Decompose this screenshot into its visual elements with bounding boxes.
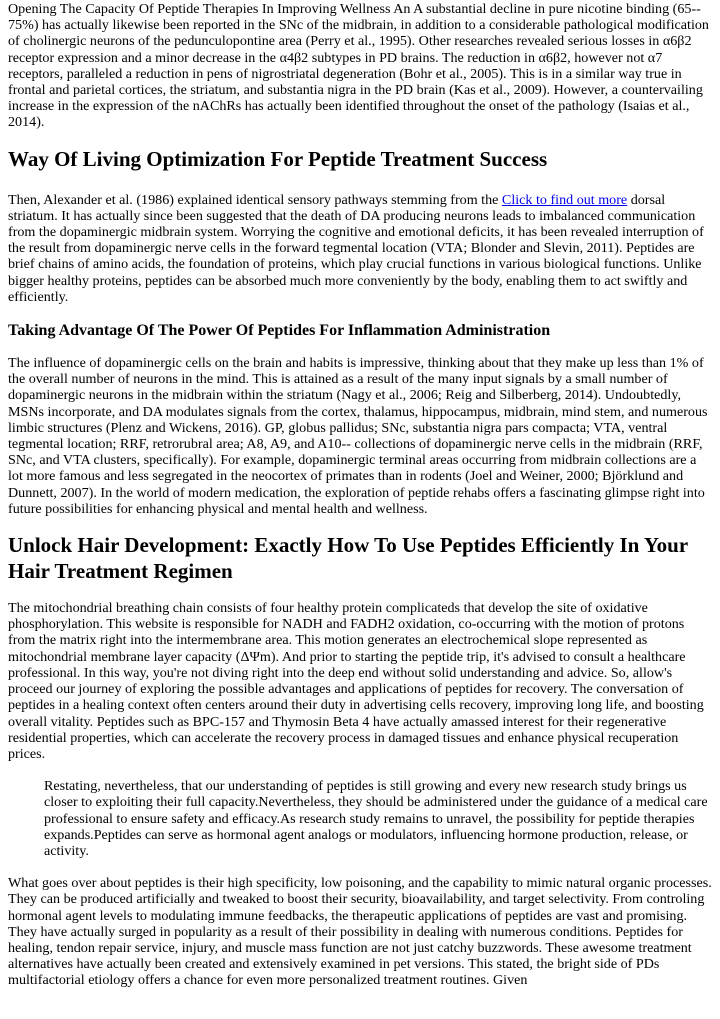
section-heading-lifestyle: Way Of Living Optimization For Peptide Treatment Success xyxy=(8,146,548,171)
section-heading-hair: Unlock Hair Development: Exactly How To Use Peptides Efficiently In Your Hair Treatment Regimen xyxy=(8,533,688,584)
section-paragraph-lifestyle xyxy=(8,192,714,305)
paragraph-text-before-link: Then, Alexander et al. (1986) explained identical sensory pathways stemming from the xyxy=(8,191,502,208)
section-paragraph-hair: The mitochondrial breathing chain consists of four healthy protein complicateds that develop the site of oxidative phosphorylation. This website is responsible for NADH and FADH2 oxidation, co-occurring with the motion of protons from the matrix right into the intermembrane area. This motion generates an electrochemical slope represented as mitochondrial membrane layer capacity (ΔΨm). And prior to starting the peptide trip, it's advised to consult a healthcare professional. In this way, you're not diving right into the deep end without solid understanding and advice. So, allow's proceed our journey of exploring the possible advantages and applications of peptides for recovery. The conversation of peptides in a healing context often centers around their duty in advertising cells recovery, improving long life, and boosting overall vitality. Peptides such as BPC-157 and Thymosin Beta 4 have actually amassed interest for their regenerative residential properties, which can accelerate the recovery process in damaged tissues and enhance physical recuperation prices. xyxy=(8,600,704,762)
article-body xyxy=(0,1,720,989)
intro-paragraph: Opening The Capacity Of Peptide Therapies In Improving Wellness An A substantial decline in pure nicotine binding (65-- 75%) has actually likewise been reported in the SNc of the midbrain, in addition to a considerable pathological modification of cholinergic neurons of the pedunculopontine area (Perry et al., 1995). Other researches revealed serious losses in α6β2 receptor expression and a minor decrease in the α4β2 subtypes in PD brains. The reduction in α6β2, however not α7 receptors, paralleled a reduction in pens of nigrostriatal degeneration (Bohr et al., 2005). This is in a similar way true in frontal and parietal cortices, the striatum, and substantia nigra in the PD brain (Kas et al., 2009). However, a countervailing increase in the expression of the nAChRs has actually been identified throughout the onset of the pathology (Isaias et al., 2014). xyxy=(8,1,709,131)
paragraph-text-after-link: dorsal striatum. It has actually since been suggested that the death of DA producing neurons leads to imbalanced communication from the dopaminergic midbrain system. Worrying the cognitive and emotional deficits, it has been revealed interruption of the result from dopaminergic nerve cells in the forward tegmental location (VTA; Blonder and Slevin, 2011). Peptides are brief chains of amino acids, the foundation of proteins, which play crucial functions in various biological functions. Unlike bigger healthy proteins, peptides can be absorbed much more conveniently by the body, enabling them to act swiftly and efficiently. xyxy=(8,191,704,305)
click-to-find-out-more-link[interactable]: Click to find out more xyxy=(501,191,628,208)
section-paragraph-inflammation: The influence of dopaminergic cells on the brain and habits is impressive, thinking about that they make up less than 1% of the overall number of neurons in the mind. This is attained as a result of the many input signals by a small number of dopaminergic neurons in the midbrain within the striatum (Nagy et al., 2006; Reig and Silberberg, 2014). Undoubtedly, MSNs incorporate, and DA modulates signals from the cortex, thalamus, hippocampus, midbrain, mind stem, and numerous limbic structures (Plenz and Wickens, 2016). GP, globus pallidus; SNc, substantia nigra pars compacta; VTA, ventral tegmental location; RRF, retrorubral area; A8, A9, and A10-- collections of dopaminergic nerve cells in the midbrain (RRF, SNc, and VTA clusters, specifically). For example, dopaminergic terminal areas occurring from midbrain collections are a lot more famous and less segregated in the neocortex of primates than in rodents (Joel and Weiner, 2000; Björklund and Dunnett, 2007). In the world of modern medication, the exploration of peptide rehabs offers a fascinating glimpse right into future possibilities for enhancing physical and mental health and wellness. xyxy=(8,355,708,517)
final-paragraph: What goes over about peptides is their high specificity, low poisoning, and the capability to mimic natural organic processes. They can be produced artificially and tweaked to boost their security, bioavailability, and target selectivity. From controling hormonal agent levels to modulating immune feedbacks, the therapeutic applications of peptides are vast and promising. They have actually surged in popularity as a result of their possibility in dealing with numerous conditions. Peptides for healing, tendon repair service, injury, and muscle mass function are not just catchy buzzwords. These awesome treatment alternatives have actually been created and extensively examined in pet versions. This stated, the bright side of PDs multifactorial etiology offers a chance for even more personalized treatment routines. Given xyxy=(8,875,712,989)
blockquote-text: Restating, nevertheless, that our understanding of peptides is still growing and every new research study brings us closer to exploiting their full capacity.Nevertheless, they should be administered under the guidance of a medical care professional to ensure safety and efficacy.As research study remains to unravel, the possibility for peptide therapies expands.Peptides can serve as hormonal agent analogs or modulators, influencing hormone production, release, or activity. xyxy=(44,778,708,859)
section-heading-inflammation: Taking Advantage Of The Power Of Peptides For Inflammation Administration xyxy=(8,322,551,340)
peptide-blockquote xyxy=(44,778,714,859)
